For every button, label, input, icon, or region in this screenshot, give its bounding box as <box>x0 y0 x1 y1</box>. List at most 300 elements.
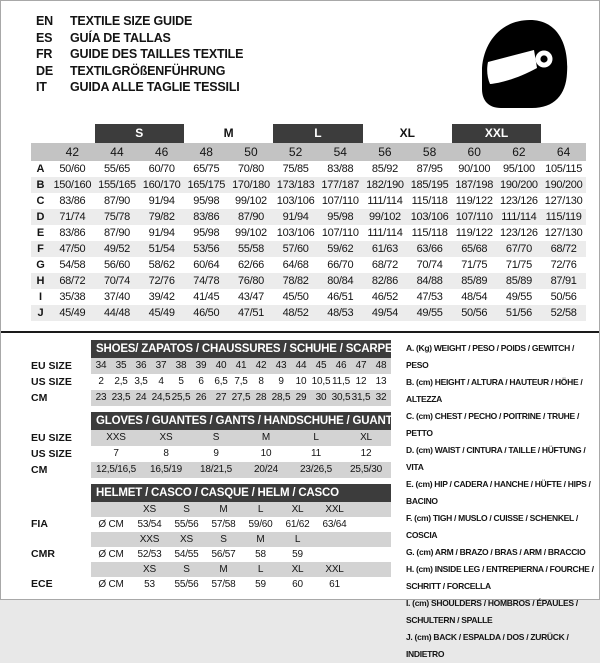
value-cell: 52/53 <box>137 548 162 560</box>
value-cell: XXS <box>91 430 141 446</box>
value-cell-G: 60/64 <box>193 258 220 271</box>
value-cell-C: 91/94 <box>148 194 175 207</box>
value-cell: 10,5 <box>311 375 331 387</box>
value-cell: 53/54 <box>137 518 162 530</box>
bottom-section <box>1 333 599 663</box>
size-col-60: 60 <box>452 143 497 161</box>
value-cell: 2,5 <box>114 375 128 387</box>
size-cell: L <box>279 532 316 547</box>
size-cell: XXL <box>316 562 353 577</box>
value-cell-G: 71/75 <box>505 258 532 271</box>
value-cell-C: 107/110 <box>321 194 359 207</box>
value-cell: 30,5 <box>331 390 351 406</box>
page-title: TEXTILGRÖßENFÜHRUNG <box>70 63 226 78</box>
value-cell-G: 70/74 <box>416 258 443 271</box>
spacer-cell <box>91 562 131 577</box>
value-cell: 46 <box>331 358 351 374</box>
size-col-50: 50 <box>229 143 274 161</box>
measurement-row-B <box>31 177 586 193</box>
filler-cell <box>353 562 391 577</box>
value-cell: 43 <box>271 358 291 374</box>
value-cell-I: 49/55 <box>505 290 532 303</box>
value-cell-D: 79/82 <box>139 209 184 225</box>
value-cell: 54/55 <box>174 548 199 560</box>
filler-cell <box>353 517 391 532</box>
value-cell-I: 39/42 <box>148 290 175 303</box>
row-label: CM <box>31 391 48 404</box>
row-label-H: H <box>31 273 50 289</box>
value-cell: M <box>241 430 291 446</box>
value-cell-J: 44/48 <box>95 305 140 321</box>
value-cell: 37 <box>151 358 171 374</box>
value-cell-F: 61/63 <box>363 241 408 257</box>
shoes-table-row <box>31 390 391 406</box>
value-cell-D: 107/110 <box>452 209 497 225</box>
row-label: EU SIZE <box>31 431 72 444</box>
value-cell-D: 71/74 <box>50 209 95 225</box>
size-cell: M <box>205 562 242 577</box>
value-cell-C: 111/114 <box>367 194 403 207</box>
legend-item: H. (cm) INSIDE LEG / ENTREPIERNA / FOURCHE / SCHRITT / FORCELLA <box>406 563 594 591</box>
value-cell-A: 55/65 <box>103 162 130 175</box>
measurement-row-D <box>31 209 586 225</box>
spacer-cell <box>31 340 91 358</box>
value-cell: 25,5/30 <box>341 462 391 478</box>
value-cell: 59 <box>255 578 266 590</box>
value-cell-G: 58/62 <box>148 258 175 271</box>
value-cell-B: 187/198 <box>452 177 497 193</box>
lang-code: IT <box>36 80 47 94</box>
value-cell: 23/26,5 <box>291 462 341 478</box>
value-cell: 35 <box>111 358 131 374</box>
value-cell-H: 72/76 <box>139 273 184 289</box>
value-cell: 27 <box>211 390 231 406</box>
value-cell-D: 111/114 <box>497 209 542 225</box>
value-cell-E: 95/98 <box>193 226 220 239</box>
value-cell: 32 <box>371 390 391 406</box>
value-cell-F: 67/70 <box>497 241 542 257</box>
value-cell: 24 <box>131 390 151 406</box>
value-cell: 20/24 <box>241 462 291 478</box>
size-cell <box>316 532 353 547</box>
size-group-S: S <box>95 124 184 143</box>
filler-cell <box>353 577 391 592</box>
gloves-table-header-row <box>31 412 391 430</box>
value-cell-E: 123/126 <box>500 226 538 239</box>
value-cell: 12 <box>360 447 372 459</box>
value-cell: 12 <box>355 375 367 387</box>
gloves-table <box>31 412 396 478</box>
shoes-table-row <box>31 358 391 374</box>
value-cell-H: 85/89 <box>452 273 497 289</box>
value-cell: 6 <box>198 375 204 387</box>
value-cell-A: 75/85 <box>282 162 309 175</box>
size-col-54: 54 <box>318 143 363 161</box>
corner-cell <box>31 143 50 161</box>
value-cell <box>316 547 353 562</box>
value-cell-A: 65/75 <box>193 162 220 175</box>
legend-item: F. (cm) TIGH / MUSLO / CUISSE / SCHENKEL / COSCIA <box>406 512 578 540</box>
legend-item: J. (cm) BACK / ESPALDA / DOS / ZURÜCK / INDIETRO <box>406 631 569 659</box>
size-cell: M <box>205 502 242 517</box>
value-cell-D: 91/94 <box>273 209 318 225</box>
value-cell-A: 90/100 <box>458 162 491 175</box>
size-group-M: M <box>223 125 234 140</box>
gloves-table-row <box>31 446 391 462</box>
value-cell-C: 99/102 <box>235 194 267 207</box>
value-cell: 47 <box>351 358 371 374</box>
value-cell-J: 49/55 <box>407 305 452 321</box>
value-cell-A: 60/70 <box>148 162 175 175</box>
value-cell: 55/56 <box>174 518 199 530</box>
value-cell: 16,5/19 <box>141 462 191 478</box>
value-cell-H: 76/80 <box>229 273 274 289</box>
value-cell: 24,5 <box>151 390 171 406</box>
value-cell: 36 <box>131 358 151 374</box>
value-cell: 7 <box>113 447 119 459</box>
helmet-standard-row-ECE <box>31 577 391 592</box>
value-cell: 6,5 <box>214 375 228 387</box>
gloves-table-header: GLOVES / GUANTES / GANTS / HANDSCHUHE / GUANTI <box>91 412 391 430</box>
value-cell: XS <box>141 430 191 446</box>
value-cell-C: 95/98 <box>193 194 220 207</box>
spacer-cell <box>91 532 131 547</box>
spacer-cell <box>31 562 91 577</box>
shoes-table <box>31 340 391 406</box>
legend-item: D. (cm) WAIST / CINTURA / TAILLE / HÜFTUNG / VITA <box>406 444 586 472</box>
value-cell-B: 170/180 <box>229 177 274 193</box>
size-cell: S <box>168 562 205 577</box>
size-cell: XS <box>131 502 168 517</box>
lang-code: FR <box>36 47 53 61</box>
row-label-I: I <box>38 290 43 303</box>
spacer-cell <box>91 502 131 517</box>
value-cell: 18/21,5 <box>191 462 241 478</box>
row-label: US SIZE <box>31 447 72 460</box>
value-cell: 61 <box>329 578 340 590</box>
value-cell-F: 65/68 <box>452 241 497 257</box>
size-group-empty <box>541 124 586 143</box>
value-cell-G: 72/76 <box>550 258 577 271</box>
corner-cell <box>31 124 50 143</box>
value-cell: 31,5 <box>351 390 371 406</box>
size-col-58: 58 <box>407 143 452 161</box>
value-cell: 41 <box>231 358 251 374</box>
value-cell: 23,5 <box>111 390 131 406</box>
value-cell-D: 99/102 <box>363 209 408 225</box>
value-cell-B: 160/170 <box>139 177 184 193</box>
value-cell-A: 105/115 <box>545 162 583 175</box>
value-cell-D: 87/90 <box>229 209 274 225</box>
value-cell: 13 <box>375 375 387 387</box>
spacer-cell <box>31 502 91 517</box>
value-cell-I: 43/47 <box>237 290 264 303</box>
value-cell-C: 103/106 <box>276 194 315 207</box>
size-col-62: 62 <box>497 143 542 161</box>
value-cell: XL <box>341 430 391 446</box>
legend-item: E. (cm) HIP / CADERA / HANCHE / HÜFTE / HIPS / BACINO <box>406 478 591 506</box>
shoes-table-header: SHOES/ ZAPATOS / CHAUSSURES / SCHUHE / SCARPE <box>91 340 391 358</box>
value-cell: 59/60 <box>248 518 273 530</box>
value-cell-B: 177/187 <box>318 177 363 193</box>
value-cell-E: 83/86 <box>59 226 86 239</box>
value-cell: 40 <box>211 358 231 374</box>
value-cell-H: 70/74 <box>95 273 140 289</box>
page-title: GUÍA DE TALLAS <box>70 30 171 45</box>
size-cell: L <box>242 562 279 577</box>
size-col-46: 46 <box>139 143 184 161</box>
header <box>1 1 599 96</box>
value-cell: 11 <box>311 447 321 459</box>
size-cell: M <box>242 532 279 547</box>
value-cell-F: 47/50 <box>50 241 95 257</box>
value-cell-A: 95/100 <box>502 162 535 175</box>
value-cell-J: 52/58 <box>541 305 586 321</box>
value-cell-E: 87/90 <box>103 226 130 239</box>
value-cell-E: 115/118 <box>411 226 448 239</box>
value-cell: 44 <box>291 358 311 374</box>
gloves-table-row <box>31 462 391 478</box>
size-col-42: 42 <box>50 143 95 161</box>
accessory-tables <box>31 340 396 663</box>
value-cell-A: 87/95 <box>416 162 443 175</box>
helmet-size-row <box>31 532 391 547</box>
value-cell-A: 83/88 <box>327 162 354 175</box>
row-label-D: D <box>31 209 50 225</box>
size-cell: XL <box>279 562 316 577</box>
measurement-row-E <box>31 225 586 241</box>
value-cell-E: 119/122 <box>455 226 493 239</box>
value-cell-I: 35/38 <box>59 290 86 303</box>
main-size-table <box>31 124 586 321</box>
value-cell-D: 75/78 <box>95 209 140 225</box>
value-cell-G: 54/58 <box>59 258 86 271</box>
value-cell-J: 45/49 <box>50 305 95 321</box>
value-cell-I: 47/53 <box>416 290 443 303</box>
value-cell: 11,5 <box>332 375 350 387</box>
value-cell-C: 87/90 <box>103 194 130 207</box>
value-cell: 61/62 <box>285 518 310 530</box>
row-label-A: A <box>36 162 45 175</box>
size-group-row <box>31 124 586 143</box>
value-cell-I: 48/54 <box>461 290 488 303</box>
value-cell-E: 111/114 <box>367 226 403 239</box>
value-cell: 39 <box>191 358 211 374</box>
filler-cell <box>353 532 391 547</box>
value-cell: 58 <box>255 548 266 560</box>
value-cell: 55/56 <box>174 578 199 590</box>
value-cell-G: 71/75 <box>461 258 488 271</box>
measurement-row-G <box>31 257 586 273</box>
value-cell-G: 62/66 <box>237 258 264 271</box>
size-col-64: 64 <box>541 143 586 161</box>
value-cell: 57/58 <box>211 578 236 590</box>
size-number-row <box>31 143 586 161</box>
measurement-row-C <box>31 193 586 209</box>
filler-cell <box>353 502 391 517</box>
size-group-XL: XL <box>399 125 415 140</box>
size-cell: XXS <box>131 532 168 547</box>
shoes-table-header-row <box>31 340 391 358</box>
value-cell: 9 <box>213 447 219 459</box>
size-col-56: 56 <box>363 143 408 161</box>
unit-cell: Ø CM <box>98 548 124 560</box>
measurement-legend <box>396 340 599 663</box>
value-cell-D: 83/86 <box>184 209 229 225</box>
value-cell-B: 173/183 <box>273 177 318 193</box>
measurement-row-F <box>31 241 586 257</box>
value-cell-A: 70/80 <box>237 162 264 175</box>
row-label-G: G <box>36 258 45 271</box>
value-cell-F: 63/66 <box>407 241 452 257</box>
value-cell-E: 107/110 <box>321 226 359 239</box>
legend-item: C. (cm) CHEST / PECHO / POITRINE / TRUHE / PETTO <box>406 410 580 438</box>
measurement-row-A <box>31 161 586 177</box>
lang-code: EN <box>36 14 53 28</box>
value-cell: 4 <box>158 375 164 387</box>
size-cell: L <box>242 502 279 517</box>
value-cell-F: 68/72 <box>541 241 586 257</box>
row-label-C: C <box>36 194 45 207</box>
value-cell-E: 127/130 <box>544 226 583 239</box>
value-cell-J: 46/50 <box>184 305 229 321</box>
value-cell-C: 119/122 <box>455 194 493 207</box>
row-label-CMR: CMR <box>31 547 55 560</box>
page-title: TEXTILE SIZE GUIDE <box>70 14 193 28</box>
row-label-B: B <box>31 177 50 193</box>
value-cell-H: 68/72 <box>50 273 95 289</box>
value-cell-E: 103/106 <box>276 226 315 239</box>
value-cell: 2 <box>98 375 104 387</box>
value-cell-H: 80/84 <box>318 273 363 289</box>
unit-cell: Ø CM <box>98 578 124 590</box>
value-cell-H: 87/91 <box>541 273 586 289</box>
helmet-table <box>31 484 391 592</box>
value-cell: 23 <box>91 390 111 406</box>
value-cell: S <box>191 430 241 446</box>
gloves-table-row <box>31 430 391 446</box>
value-cell: 10 <box>295 375 307 387</box>
value-cell-A: 50/60 <box>59 162 86 175</box>
value-cell: 7,5 <box>234 375 248 387</box>
value-cell: 28,5 <box>271 390 291 406</box>
value-cell: 42 <box>251 358 271 374</box>
size-group-empty <box>50 124 95 143</box>
value-cell-D: 115/119 <box>541 209 586 225</box>
value-cell: 53 <box>144 578 155 590</box>
value-cell: 9 <box>278 375 284 387</box>
row-label-FIA: FIA <box>31 517 48 530</box>
spacer-cell <box>31 412 91 430</box>
size-col-48: 48 <box>184 143 229 161</box>
value-cell-J: 47/51 <box>229 305 274 321</box>
measurement-row-I <box>31 289 586 305</box>
value-cell-J: 45/49 <box>139 305 184 321</box>
value-cell-G: 64/68 <box>282 258 309 271</box>
legend-item: I. (cm) SHOULDERS / HOMBROS / ÉPAULES / SCHULTERN / SPALLE <box>406 597 578 625</box>
spacer-cell <box>31 532 91 547</box>
value-cell-I: 50/56 <box>550 290 577 303</box>
value-cell-F: 53/56 <box>184 241 229 257</box>
helmet-standard-row-CMR <box>31 547 391 562</box>
value-cell: L <box>291 430 341 446</box>
value-cell-B: 190/200 <box>541 177 586 193</box>
value-cell-J: 49/54 <box>363 305 408 321</box>
size-col-44: 44 <box>95 143 140 161</box>
value-cell-D: 103/106 <box>407 209 452 225</box>
value-cell-H: 78/82 <box>273 273 318 289</box>
value-cell-A: 85/92 <box>371 162 398 175</box>
value-cell-C: 115/118 <box>411 194 448 207</box>
value-cell: 59 <box>292 548 303 560</box>
value-cell-B: 155/165 <box>95 177 140 193</box>
helmet-size-row <box>31 502 391 517</box>
value-cell-B: 182/190 <box>363 177 408 193</box>
size-cell: XS <box>168 532 205 547</box>
value-cell-J: 48/52 <box>273 305 318 321</box>
value-cell-G: 56/60 <box>103 258 130 271</box>
measurement-row-J <box>31 305 586 321</box>
value-cell-I: 46/51 <box>327 290 354 303</box>
spacer-cell <box>31 484 91 502</box>
value-cell-C: 83/86 <box>59 194 86 207</box>
row-label: EU SIZE <box>31 359 72 372</box>
legend-item: G. (cm) ARM / BRAZO / BRAS / ARM / BRACCIO <box>406 546 586 557</box>
legend-item: A. (Kg) WEIGHT / PESO / POIDS / GEWITCH / PESO <box>406 342 575 370</box>
value-cell: 5 <box>178 375 184 387</box>
value-cell-B: 165/175 <box>184 177 229 193</box>
helmet-size-row <box>31 562 391 577</box>
row-label-F: F <box>31 241 50 257</box>
helmet-standard-row-FIA <box>31 517 391 532</box>
row-label: US SIZE <box>31 375 72 388</box>
value-cell-G: 68/72 <box>371 258 398 271</box>
value-cell-H: 85/89 <box>497 273 542 289</box>
value-cell: 28 <box>251 390 271 406</box>
value-cell: 56/57 <box>211 548 236 560</box>
value-cell-J: 50/56 <box>452 305 497 321</box>
size-group-L: L <box>273 124 362 143</box>
value-cell-J: 51/56 <box>497 305 542 321</box>
value-cell-H: 84/88 <box>407 273 452 289</box>
value-cell-E: 91/94 <box>148 226 175 239</box>
value-cell: 29 <box>291 390 311 406</box>
value-cell-H: 74/78 <box>184 273 229 289</box>
value-cell: 34 <box>91 358 111 374</box>
value-cell-I: 41/45 <box>193 290 220 303</box>
row-label-J: J <box>31 305 50 321</box>
lang-code: DE <box>36 63 53 78</box>
page-title: GUIDA ALLE TAGLIE TESSILI <box>70 80 240 94</box>
value-cell: 25,5 <box>171 390 191 406</box>
value-cell-F: 59/62 <box>318 241 363 257</box>
value-cell: 60 <box>292 578 303 590</box>
size-cell: XXL <box>316 502 353 517</box>
page-title: GUIDE DES TAILLES TEXTILE <box>70 47 244 61</box>
value-cell-E: 99/102 <box>235 226 267 239</box>
value-cell: 12,5/16,5 <box>91 462 141 478</box>
value-cell: 45 <box>311 358 331 374</box>
value-cell: 30 <box>311 390 331 406</box>
helmet-table-header: HELMET / CASCO / CASQUE / HELM / CASCO <box>91 484 391 502</box>
unit-cell: Ø CM <box>98 518 124 530</box>
value-cell-I: 37/40 <box>103 290 130 303</box>
value-cell-F: 55/58 <box>229 241 274 257</box>
size-cell: XS <box>131 562 168 577</box>
value-cell-F: 49/52 <box>95 241 140 257</box>
value-cell: 10 <box>260 447 272 459</box>
value-cell-B: 190/200 <box>497 177 542 193</box>
